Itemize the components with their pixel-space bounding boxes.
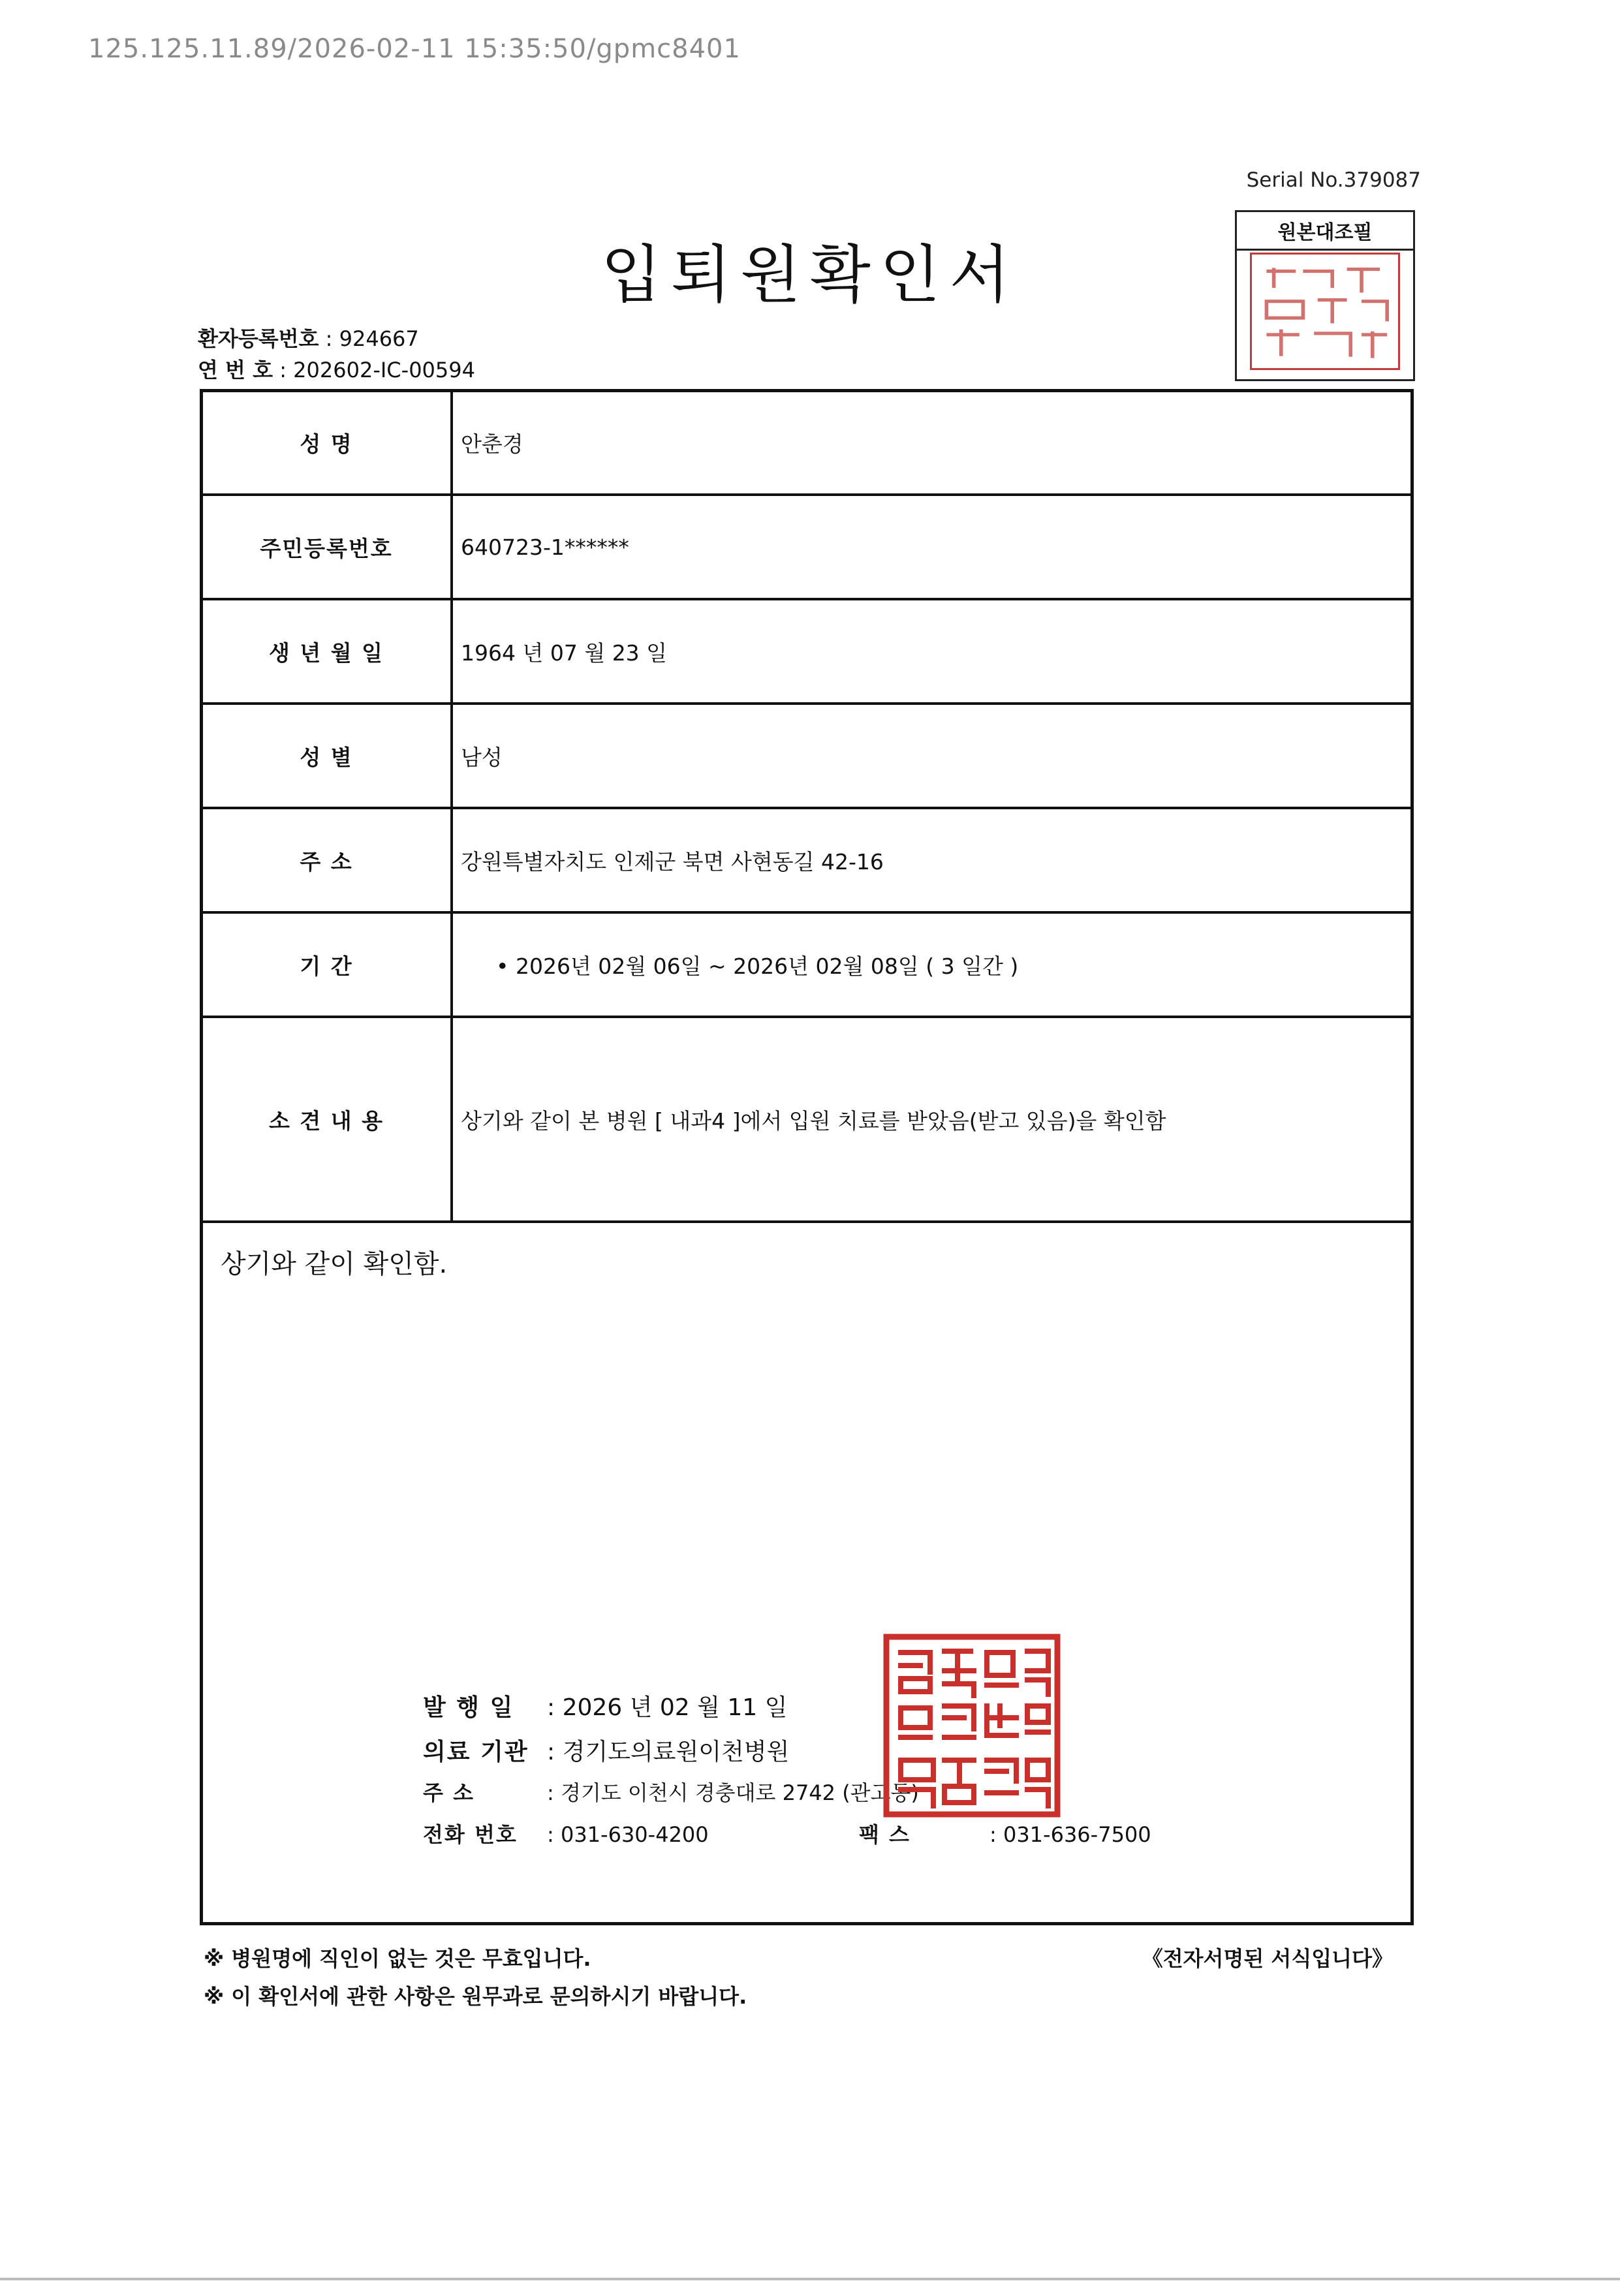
opinion-value: 상기와 같이 본 병원 [ 내과4 ]에서 입원 치료를 받았음(받고 있음)을 확인함 — [452, 1017, 1412, 1222]
issue-date — [423, 1689, 787, 1722]
name-label: 성 명 — [201, 390, 452, 495]
resident-number-value: 640723-1****** — [452, 495, 1412, 599]
admission-number-label: 연 번 호 — [198, 358, 273, 382]
gender-label: 성 별 — [201, 704, 452, 808]
institution-address-value: : 경기도 이천시 경충대로 2742 (관고동) — [547, 1780, 919, 1805]
phone-value: : 031-630-4200 — [547, 1822, 709, 1847]
table-row — [201, 599, 1412, 704]
issuing-institution — [423, 1733, 789, 1767]
admission-number — [198, 354, 475, 384]
name-value: 안춘경 — [452, 390, 1412, 495]
notice-seal-required: ※ 병원명에 직인이 없는 것은 무효입니다. — [204, 1946, 591, 1971]
period-value: • 2026년 02월 06일 ~ 2026년 02월 08일 ( 3 일간 ) — [452, 912, 1412, 1017]
institution-phone — [423, 1818, 709, 1848]
table-row — [201, 808, 1412, 912]
table-row — [201, 704, 1412, 808]
admission-number-value: : 202602-IC-00594 — [279, 358, 475, 382]
patient-info-table — [200, 389, 1414, 1223]
fax-value: : 031-636-7500 — [989, 1822, 1151, 1847]
document-title: 입퇴원확인서 — [600, 238, 1020, 311]
patient-number-label: 환자등록번호 — [198, 326, 319, 351]
official-seal — [882, 1633, 1061, 1818]
table-row — [201, 1017, 1412, 1222]
issue-date-label: 발 행 일 — [423, 1694, 514, 1721]
institution-value: : 경기도의료원이천병원 — [547, 1739, 790, 1765]
table-row — [201, 390, 1412, 495]
table-row — [201, 912, 1412, 1017]
address-value: 강원특별자치도 인제군 북면 사현동길 42-16 — [452, 808, 1412, 912]
issue-date-value: : 2026 년 02 월 11 일 — [547, 1694, 788, 1721]
institution-address-label: 주 소 — [423, 1780, 475, 1805]
opinion-label: 소 견 내 용 — [201, 1017, 452, 1222]
e-signature-notice: 《전자서명된 서식입니다》 — [1142, 1946, 1393, 1971]
access-stamp: 125.125.11.89/2026-02-11 15:35:50/gpmc8401 — [88, 34, 741, 64]
birth-date-label: 생 년 월 일 — [201, 599, 452, 704]
fax-label: 팩 스 — [859, 1822, 911, 1847]
institution-address — [423, 1776, 919, 1807]
gender-value: 남성 — [452, 704, 1412, 808]
phone-label: 전화 번호 — [423, 1822, 518, 1847]
period-label: 기 간 — [201, 912, 452, 1017]
table-row — [201, 495, 1412, 599]
notice-inquiry: ※ 이 확인서에 관한 사항은 원무과로 문의하시기 바랍니다. — [204, 1984, 747, 2009]
serial-number: Serial No.379087 — [1246, 168, 1421, 192]
patient-number-value: : 924667 — [325, 326, 419, 351]
institution-fax — [859, 1818, 1151, 1848]
resident-number-label: 주민등록번호 — [201, 495, 452, 599]
confirm-statement: 상기와 같이 확인함. — [221, 1249, 448, 1279]
original-check-label: 원본대조필 — [1237, 216, 1413, 251]
address-label: 주 소 — [201, 808, 452, 912]
scan-edge-line — [0, 2278, 1620, 2280]
birth-date-value: 1964 년 07 월 23 일 — [452, 599, 1412, 704]
patient-number — [198, 322, 419, 352]
institution-label: 의료 기관 — [423, 1739, 529, 1765]
